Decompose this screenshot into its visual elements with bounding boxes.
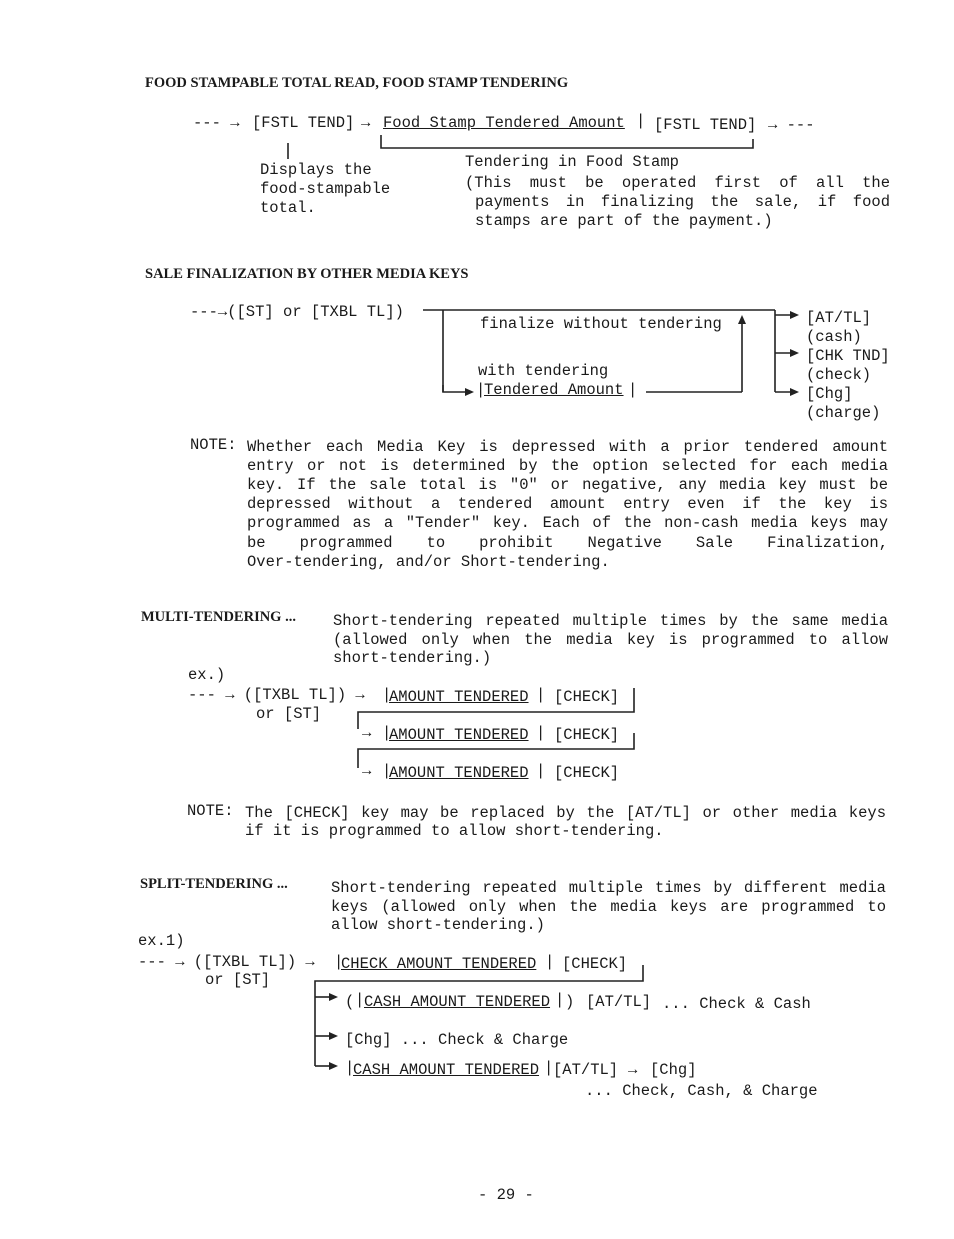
- fs-note-right-line-3: stamps are part of the payment.): [475, 212, 773, 230]
- sf-with-connector: [443, 385, 466, 392]
- split-desc-line-3: allow short-tendering.): [331, 916, 545, 934]
- sf-box-amount: Tendered Amount: [484, 381, 624, 399]
- split-chg-key: [Chg]: [650, 1061, 697, 1079]
- multi-amount-2: AMOUNT TENDERED: [389, 726, 529, 744]
- split-cash-amount-1: CASH AMOUNT TENDERED: [364, 993, 551, 1011]
- sf-media-chk-tnd: [CHK TND]: [806, 347, 890, 365]
- sf-seq-start: ---→([ST] or [TXBL TL]): [190, 303, 404, 321]
- fs-key-fstl-2: [FSTL TEND]: [654, 116, 757, 134]
- st-arrowhead-3: [329, 1062, 338, 1070]
- food-stamp-heading: FOOD STAMPABLE TOTAL READ, FOOD STAMP TENDERING: [145, 75, 569, 91]
- fs-bracket-line: [381, 135, 753, 148]
- fs-note-left-1: Displays the: [260, 161, 372, 179]
- split-bar-1a: |: [334, 953, 344, 971]
- multi-amount-1: AMOUNT TENDERED: [389, 688, 529, 706]
- multi-or-st: or [ST]: [256, 705, 322, 723]
- split-check-amount: CHECK AMOUNT TENDERED: [341, 955, 537, 973]
- split-check-cash-charge: ... Check, Cash, & Charge: [585, 1082, 818, 1100]
- split-at-tl-2: [AT/TL]: [553, 1061, 619, 1079]
- multi-check-1: [CHECK]: [554, 688, 620, 706]
- sf-note-line-4: depressed without a tendered amount entry even if the key is: [247, 495, 888, 513]
- split-chg-line: [Chg] ... Check & Charge: [345, 1031, 569, 1049]
- multi-amount-3: AMOUNT TENDERED: [389, 764, 529, 782]
- sf-arrowhead-2: [790, 349, 799, 357]
- sf-box-with-label: with tendering: [478, 362, 609, 380]
- sf-media-check: (check): [806, 366, 872, 384]
- sf-media-at-tl: [AT/TL]: [806, 309, 872, 327]
- fs-amount-box: Food Stamp Tendered Amount: [383, 114, 625, 132]
- sf-media-chg: [Chg]: [806, 385, 853, 403]
- sf-note-line-1: Whether each Media Key is depressed with a prior tendered amount: [247, 438, 888, 456]
- multi-note-label: NOTE:: [187, 802, 234, 820]
- split-bar-1b: |: [545, 953, 555, 971]
- fs-seq-start: --- →: [193, 114, 240, 132]
- fs-note-right-title: Tendering in Food Stamp: [465, 153, 679, 171]
- split-at-tl-1: [AT/TL]: [586, 993, 652, 1011]
- sf-amount-bar-right: |: [628, 381, 638, 399]
- fs-note-right-line-2: payments in finalizing the sale, if food: [475, 193, 890, 211]
- st-branch-bar: [315, 965, 643, 1066]
- sf-note-line-5: programmed as a "Tender" key. Each of the non-cash media keys may: [247, 514, 888, 532]
- split-bar-3a: |: [345, 1059, 355, 1077]
- fs-amount-bar: |: [636, 112, 646, 130]
- sf-note-line-6: be programmed to prohibit Negative Sale Finalization,: [247, 534, 888, 552]
- fs-note-right-line-1: (This must be operated first of all the: [465, 174, 890, 192]
- multi-check-3: [CHECK]: [554, 764, 620, 782]
- multi-seq-start: --- → ([TXBL TL]) →: [188, 686, 365, 704]
- split-arrow-chg: →: [628, 1061, 638, 1079]
- split-close-paren: ): [565, 993, 575, 1011]
- multi-bar-3a: |: [382, 762, 392, 780]
- multi-ex-label: ex.): [188, 666, 226, 684]
- fs-key-fstl-1: [FSTL TEND]: [252, 114, 355, 132]
- multi-heading: MULTI-TENDERING ...: [141, 609, 296, 625]
- st-arrowhead-2: [329, 1032, 338, 1040]
- multi-arrow-3: →: [362, 762, 372, 780]
- split-bar-2a: |: [355, 991, 365, 1009]
- multi-bar-2a: |: [382, 724, 392, 742]
- sf-media-cash: (cash): [806, 328, 862, 346]
- fs-seq-end: → ---: [768, 116, 815, 134]
- split-ex-label: ex.1): [138, 932, 185, 950]
- multi-note-line-2: if it is programmed to allow short-tendering.: [245, 822, 664, 840]
- split-check-cash: ... Check & Cash: [662, 995, 811, 1013]
- split-check-key: [CHECK]: [562, 955, 628, 973]
- st-arrowhead-1: [329, 993, 338, 1001]
- multi-bar-2b: |: [536, 724, 546, 742]
- sf-note-line-7: Over-tendering, and/or Short-tendering.: [247, 553, 610, 571]
- sf-box-top-label: finalize without tendering: [480, 315, 722, 333]
- multi-bar-1b: |: [536, 686, 546, 704]
- sf-amount-arrowhead: [465, 388, 474, 396]
- page-number: - 29 -: [478, 1186, 534, 1204]
- split-open-paren: (: [345, 993, 355, 1011]
- split-cash-amount-2: CASH AMOUNT TENDERED: [353, 1061, 540, 1079]
- fs-note-left-2: food-stampable: [260, 180, 391, 198]
- multi-bar-1a: |: [382, 686, 392, 704]
- fs-note-left-3: total.: [260, 199, 316, 217]
- split-bar-3b: |: [544, 1059, 554, 1077]
- split-desc-line-1: Short-tendering repeated multiple times by different media: [331, 879, 886, 897]
- sf-arrowhead-3: [790, 388, 799, 396]
- sf-note-line-2: entry or not is determined by the option selected for each media: [247, 457, 888, 475]
- split-heading: SPLIT-TENDERING ...: [140, 876, 288, 892]
- sf-arrowhead-1: [790, 311, 799, 319]
- fs-arrow: →: [361, 114, 371, 132]
- sf-amount-bar-left: |: [476, 381, 486, 399]
- sale-final-heading: SALE FINALIZATION BY OTHER MEDIA KEYS: [145, 266, 469, 282]
- sf-note-label: NOTE:: [190, 436, 237, 454]
- split-or-st: or [ST]: [205, 971, 271, 989]
- sf-up-arrowhead: [738, 315, 746, 324]
- multi-arrow-2: →: [362, 724, 372, 742]
- multi-desc-line-2: (allowed only when the media key is programmed to allow: [333, 631, 888, 649]
- sf-media-charge: (charge): [806, 404, 881, 422]
- multi-bar-3b: |: [536, 762, 546, 780]
- split-bar-2b: |: [555, 991, 565, 1009]
- split-seq-start: --- → ([TXBL TL]) →: [138, 953, 315, 971]
- multi-check-2: [CHECK]: [554, 726, 620, 744]
- multi-note-line-1: The [CHECK] key may be replaced by the [AT/TL] or other media keys: [245, 804, 886, 822]
- split-desc-line-2: keys (allowed only when the media keys are programmed to: [331, 898, 886, 916]
- sf-note-line-3: key. If the sale total is "0" or negative, any media key must be: [247, 476, 888, 494]
- multi-desc-line-1: Short-tendering repeated multiple times by the same media: [333, 612, 888, 630]
- multi-desc-line-3: short-tendering.): [333, 649, 492, 667]
